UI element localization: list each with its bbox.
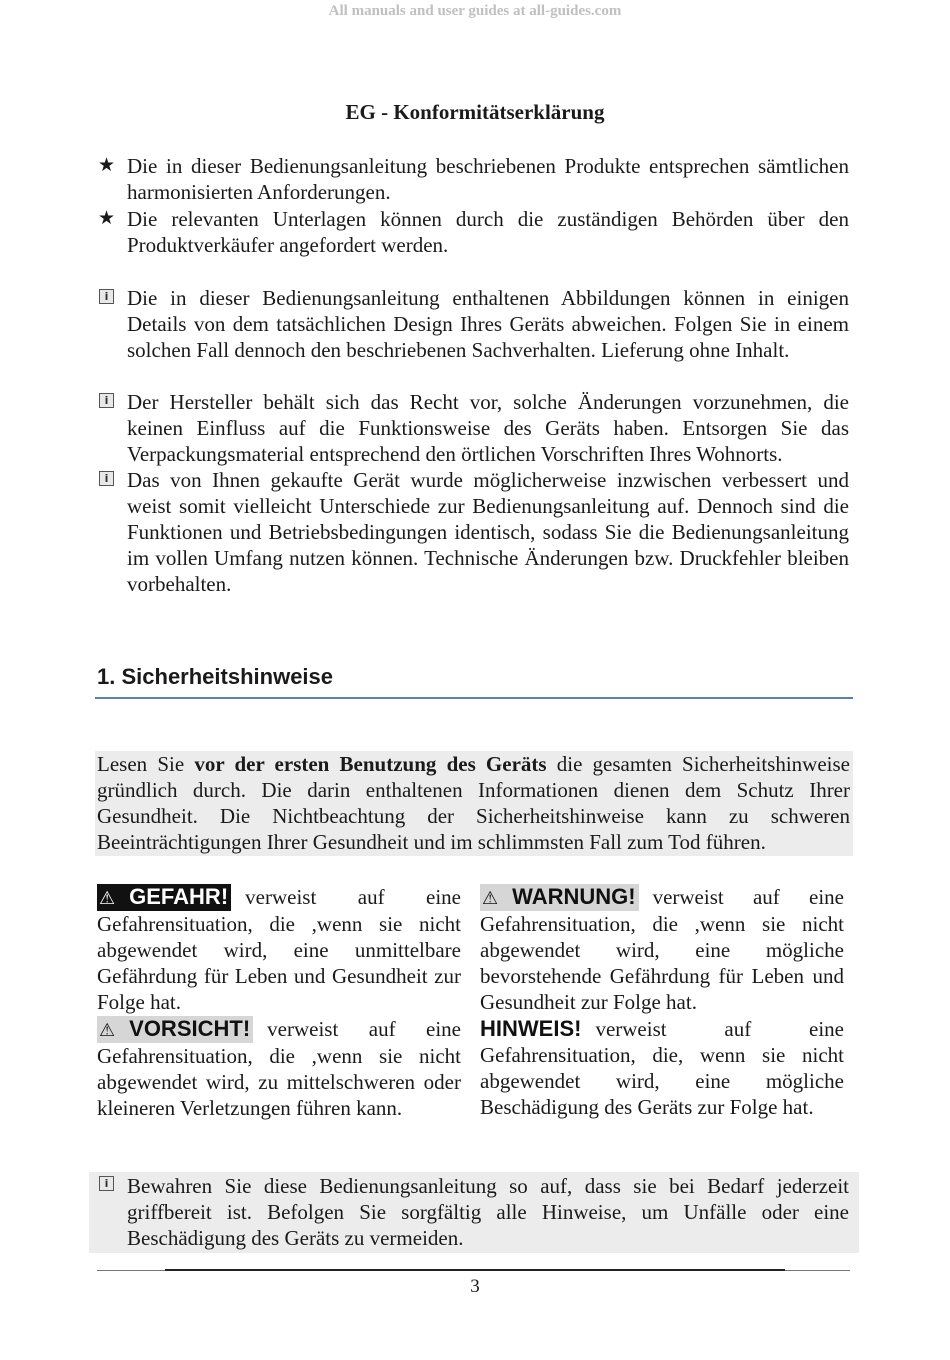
intro-paragraph <box>97 751 850 855</box>
section-title: Sicherheitshinweise <box>121 664 334 689</box>
heading-rule <box>95 697 853 699</box>
danger-word: GEFAHR! <box>129 884 229 909</box>
info-icon: i <box>99 1176 114 1191</box>
danger-label <box>97 884 231 911</box>
intro-prefix: Lesen Sie <box>97 752 195 776</box>
warning-word: WARNUNG! <box>512 884 636 909</box>
notice-definition <box>480 1016 844 1120</box>
warning-triangle-icon: ⚠ <box>482 888 499 909</box>
watermark: All manuals and user guides at all-guides.com <box>328 3 622 19</box>
warning-text: verweist auf eine Gefahrensituation, die ,wenn sie nicht abgewendet wird, eine mögliche bevorstehende Gefährdung für Leben und Gesundheit zur Folge hat. <box>480 885 844 1014</box>
page-title: EG - Konformitätserklärung <box>345 100 605 124</box>
star-bullet-icon: ★ <box>98 155 116 176</box>
note-item: Die in dieser Bedienungsanleitung enthaltenen Abbildungen können in einigen Details von dem tatsächlichen Design Ihres Geräts abweichen. Folgen Sie in einem solchen Fall dennoch den beschriebenen Sachverhalten. Lieferung ohne Inhalt. <box>127 286 849 362</box>
keep-note: Bewahren Sie diese Bedienungsanleitung so auf, dass sie bei Bedarf jederzeit griffbereit ist. Befolgen Sie sorgfältig alle Hinweise, um Unfälle oder eine Beschädigung des Geräts zu vermeiden. <box>127 1174 849 1250</box>
intro-suffix: die gesamten Sicherheitshinweise gründlich durch. Die darin enthaltenen Informationen dienen dem Schutz Ihrer Gesundheit. Die Nichtbeachtung der Sicherheitshinweise kann zu schweren Beeinträchtigungen Ihrer Gesundheit und im schlimmsten Fall zum Tod führen. <box>97 752 850 854</box>
info-icon: i <box>99 471 114 486</box>
intro-emphasis: vor der ersten Benutzung des Geräts <box>194 752 547 776</box>
danger-text: verweist auf eine Gefahrensituation, die ,wenn sie nicht abgewendet wird, eine unmittelbare Gefährdung für Leben und Gesundheit zur Folge hat. <box>97 885 461 1014</box>
conformity-item: Die relevanten Unterlagen können durch die zuständigen Behörden über den Produktverkäufer angefordert werden. <box>127 207 849 257</box>
warning-triangle-icon: ⚠ <box>99 888 116 909</box>
notice-label: HINWEIS! <box>480 1016 582 1041</box>
caution-word: VORSICHT! <box>129 1016 251 1041</box>
warning-definition <box>480 884 844 1015</box>
star-bullet-icon: ★ <box>98 208 116 229</box>
caution-label <box>97 1016 253 1043</box>
caution-text: verweist auf eine Gefahrensituation, die ,wenn sie nicht abgewendet wird, zu mittelschweren oder kleineren Verletzungen führen kann. <box>97 1017 461 1120</box>
note-item: Das von Ihnen gekaufte Gerät wurde möglicherweise inzwischen verbessert und weist somit vielleicht Unterschiede zur Bedienungsanleitung auf. Dennoch sind die Funktionen und Betriebsbedingungen identisch, sodass Sie die Bedienungsanleitung im vollen Umfang nutzen können. Technische Änderungen bzw. Druckfehler bleiben vorbehalten. <box>127 468 849 596</box>
caution-definition <box>97 1016 461 1121</box>
info-icon: i <box>99 289 114 304</box>
page-number: 3 <box>470 1276 480 1297</box>
warning-label <box>480 884 639 911</box>
note-item: Der Hersteller behält sich das Recht vor, solche Änderungen vorzunehmen, die keinen Einfluss auf die Funktionsweise des Geräts haben. Entsorgen Sie das Verpackungsmaterial entsprechend den örtlichen Vorschriften Ihres Wohnorts. <box>127 390 849 466</box>
conformity-item: Die in dieser Bedienungsanleitung beschriebenen Produkte entsprechen sämtlichen harmonisierten Anforderungen. <box>127 154 849 204</box>
warning-triangle-icon: ⚠ <box>99 1020 116 1041</box>
section-number: 1. <box>97 664 116 689</box>
footer-rule-accent <box>165 1269 785 1271</box>
section-heading <box>97 664 333 690</box>
notice-text: verweist auf eine Gefahrensituation, die, wenn sie nicht abgewendet wird, eine mögliche Beschädigung des Geräts zur Folge hat. <box>480 1017 844 1119</box>
danger-definition <box>97 884 461 1015</box>
info-icon: i <box>99 393 114 408</box>
